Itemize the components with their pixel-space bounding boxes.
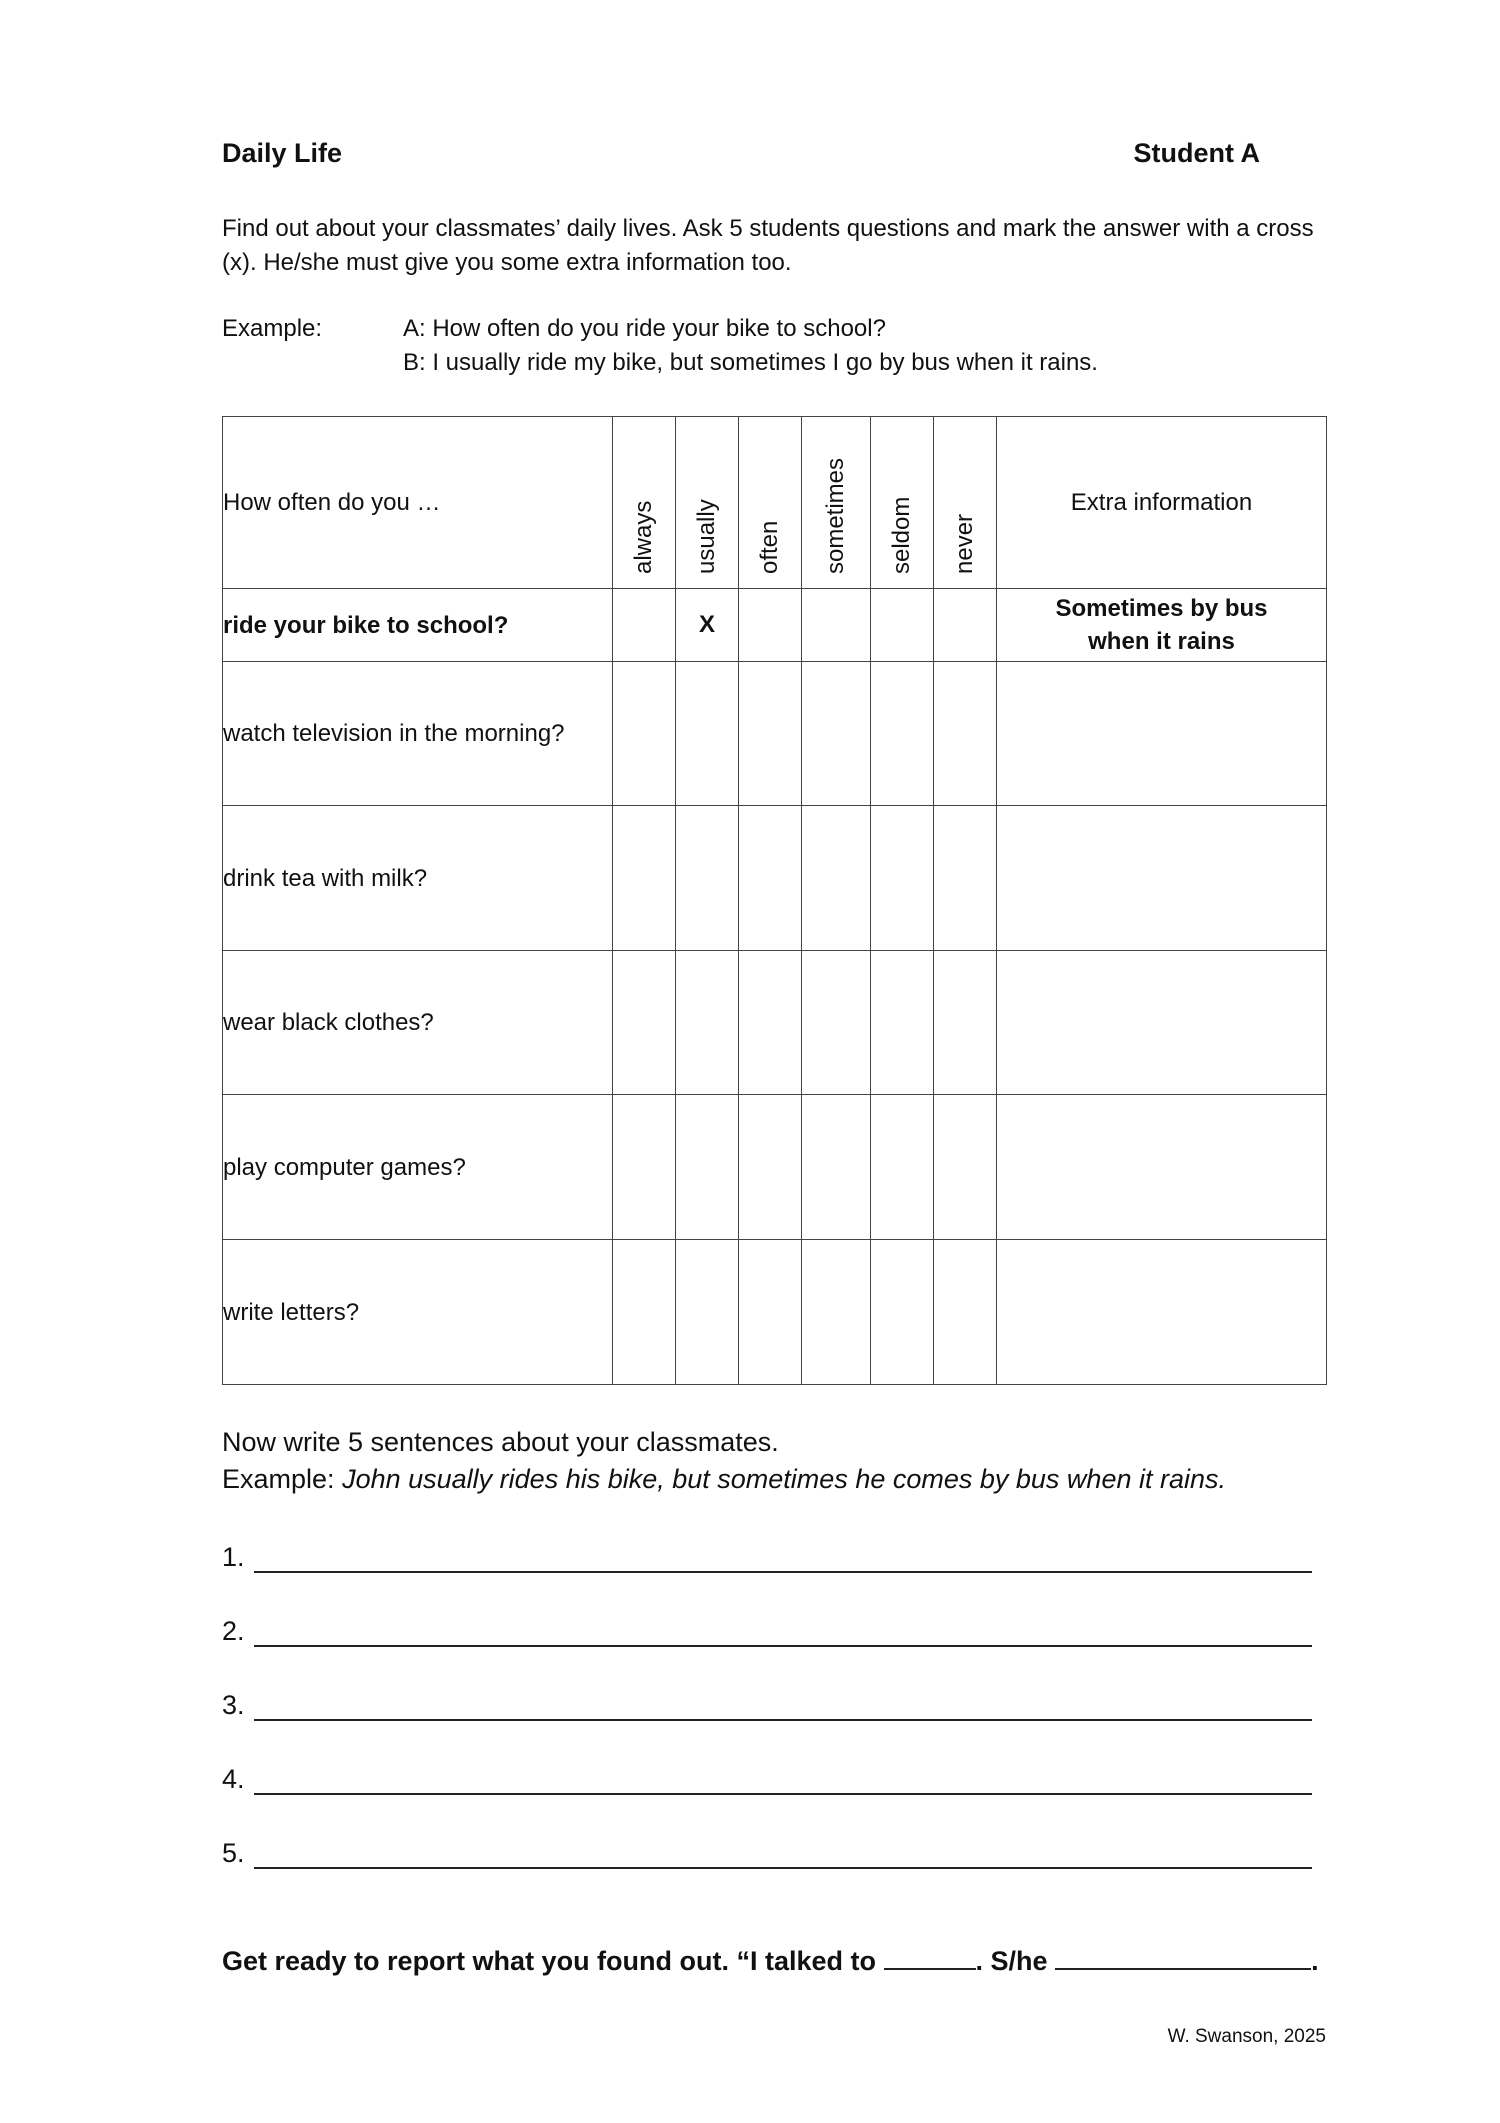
answer-cell-sometimes[interactable]: [802, 1095, 871, 1240]
answer-cell-often[interactable]: [739, 1240, 802, 1385]
report-text-3: .: [1311, 1946, 1319, 1976]
example-line-a: A: How often do you ride your bike to school?: [403, 315, 886, 342]
line-number: 5.: [222, 1838, 245, 1868]
answer-blank[interactable]: [254, 1841, 1312, 1869]
answer-cell-seldom[interactable]: [871, 1095, 934, 1240]
answer-cell-always[interactable]: [613, 806, 676, 951]
report-prompt: [222, 1946, 1319, 1977]
table-row: [223, 806, 1327, 951]
question-cell: ride your bike to school?: [223, 589, 613, 662]
answer-blank[interactable]: [254, 1619, 1312, 1647]
answer-cell-usually[interactable]: [676, 806, 739, 951]
answer-cell-often[interactable]: [739, 806, 802, 951]
question-cell: wear black clothes?: [223, 951, 613, 1095]
intro-instructions: Find out about your classmates’ daily lives. Ask 5 students questions and mark the answer with a cross (x). He/she must give you some extra information too.: [222, 215, 1314, 276]
question-cell: watch television in the morning?: [223, 662, 613, 806]
line-number: 1.: [222, 1542, 245, 1572]
extra-info-cell[interactable]: [997, 589, 1327, 662]
name-blank[interactable]: [884, 1948, 976, 1970]
freq-header-always: always: [613, 417, 676, 589]
question-cell: play computer games?: [223, 1095, 613, 1240]
answer-cell-never[interactable]: [934, 1095, 997, 1240]
example-line-b: B: I usually ride my bike, but sometimes I go by bus when it rains.: [403, 349, 1098, 376]
line-number: 2.: [222, 1616, 245, 1646]
answer-cell-often[interactable]: [739, 1095, 802, 1240]
answer-cell-never[interactable]: [934, 951, 997, 1095]
worksheet-title: Daily Life: [222, 138, 343, 168]
answer-cell-always[interactable]: [613, 1095, 676, 1240]
answer-cell-sometimes[interactable]: [802, 1240, 871, 1385]
table-header-row: [223, 417, 1327, 589]
extra-info-line: when it rains: [1088, 628, 1235, 655]
answer-cell-usually[interactable]: [676, 1240, 739, 1385]
answer-cell-usually[interactable]: [676, 662, 739, 806]
student-role-label: Student A: [1133, 138, 1260, 168]
answer-cell-seldom[interactable]: [871, 806, 934, 951]
answer-cell-sometimes[interactable]: [802, 662, 871, 806]
answer-cell-never[interactable]: [934, 1240, 997, 1385]
writing-example-text: John usually rides his bike, but sometimes he comes by bus when it rains.: [342, 1464, 1226, 1494]
line-number: 4.: [222, 1764, 245, 1794]
writing-instruction: Now write 5 sentences about your classmates.: [222, 1427, 779, 1457]
question-cell: drink tea with milk?: [223, 806, 613, 951]
answer-blank[interactable]: [254, 1767, 1312, 1795]
answer-cell-usually[interactable]: [676, 1095, 739, 1240]
sentence-line-5[interactable]: [222, 1838, 1312, 1869]
answer-cell-always[interactable]: [613, 1240, 676, 1385]
line-number: 3.: [222, 1690, 245, 1720]
freq-header-never: never: [934, 417, 997, 589]
answer-cell-usually[interactable]: X: [676, 589, 739, 662]
report-text-1: Get ready to report what you found out. “I talked to: [222, 1946, 877, 1976]
freq-header-often: often: [739, 417, 802, 589]
answer-cell-seldom[interactable]: [871, 1240, 934, 1385]
answer-cell-often[interactable]: [739, 662, 802, 806]
extra-info-cell[interactable]: [997, 806, 1327, 951]
extra-info-column-header: Extra information: [997, 417, 1327, 589]
answer-cell-seldom[interactable]: [871, 951, 934, 1095]
report-text-2: . S/he: [975, 1946, 1048, 1976]
table-row: [223, 1240, 1327, 1385]
answer-cell-sometimes[interactable]: [802, 806, 871, 951]
sentence-line-2[interactable]: [222, 1616, 1312, 1647]
writing-example-label: Example:: [222, 1464, 335, 1494]
answer-cell-usually[interactable]: [676, 951, 739, 1095]
author-credit: W. Swanson, 2025: [1167, 2026, 1326, 2047]
answer-cell-often[interactable]: [739, 951, 802, 1095]
answer-cell-always[interactable]: [613, 589, 676, 662]
question-column-header: How often do you …: [223, 417, 613, 589]
table-row: [223, 951, 1327, 1095]
frequency-survey-table: [222, 416, 1327, 1385]
activity-blank[interactable]: [1055, 1948, 1311, 1970]
freq-header-sometimes: sometimes: [802, 417, 871, 589]
extra-info-cell[interactable]: [997, 1240, 1327, 1385]
answer-cell-sometimes[interactable]: [802, 589, 871, 662]
freq-header-usually: usually: [676, 417, 739, 589]
extra-info-cell[interactable]: [997, 1095, 1327, 1240]
sentence-line-1[interactable]: [222, 1542, 1312, 1573]
sentence-line-3[interactable]: [222, 1690, 1312, 1721]
answer-cell-sometimes[interactable]: [802, 951, 871, 1095]
answer-blank[interactable]: [254, 1693, 1312, 1721]
table-row: [223, 589, 1327, 662]
answer-cell-often[interactable]: [739, 589, 802, 662]
question-cell: write letters?: [223, 1240, 613, 1385]
table-row: [223, 1095, 1327, 1240]
extra-info-cell[interactable]: [997, 951, 1327, 1095]
answer-cell-seldom[interactable]: [871, 589, 934, 662]
answer-cell-always[interactable]: [613, 662, 676, 806]
answer-cell-always[interactable]: [613, 951, 676, 1095]
answer-cell-never[interactable]: [934, 806, 997, 951]
freq-header-seldom: seldom: [871, 417, 934, 589]
table-row: [223, 662, 1327, 806]
extra-info-line: Sometimes by bus: [1055, 595, 1268, 622]
answer-cell-never[interactable]: [934, 662, 997, 806]
answer-blank[interactable]: [254, 1545, 1312, 1573]
answer-cell-seldom[interactable]: [871, 662, 934, 806]
writing-example: [222, 1464, 1226, 1495]
extra-info-cell[interactable]: [997, 662, 1327, 806]
answer-cell-never[interactable]: [934, 589, 997, 662]
example-label: Example:: [222, 315, 323, 342]
sentence-line-4[interactable]: [222, 1764, 1312, 1795]
